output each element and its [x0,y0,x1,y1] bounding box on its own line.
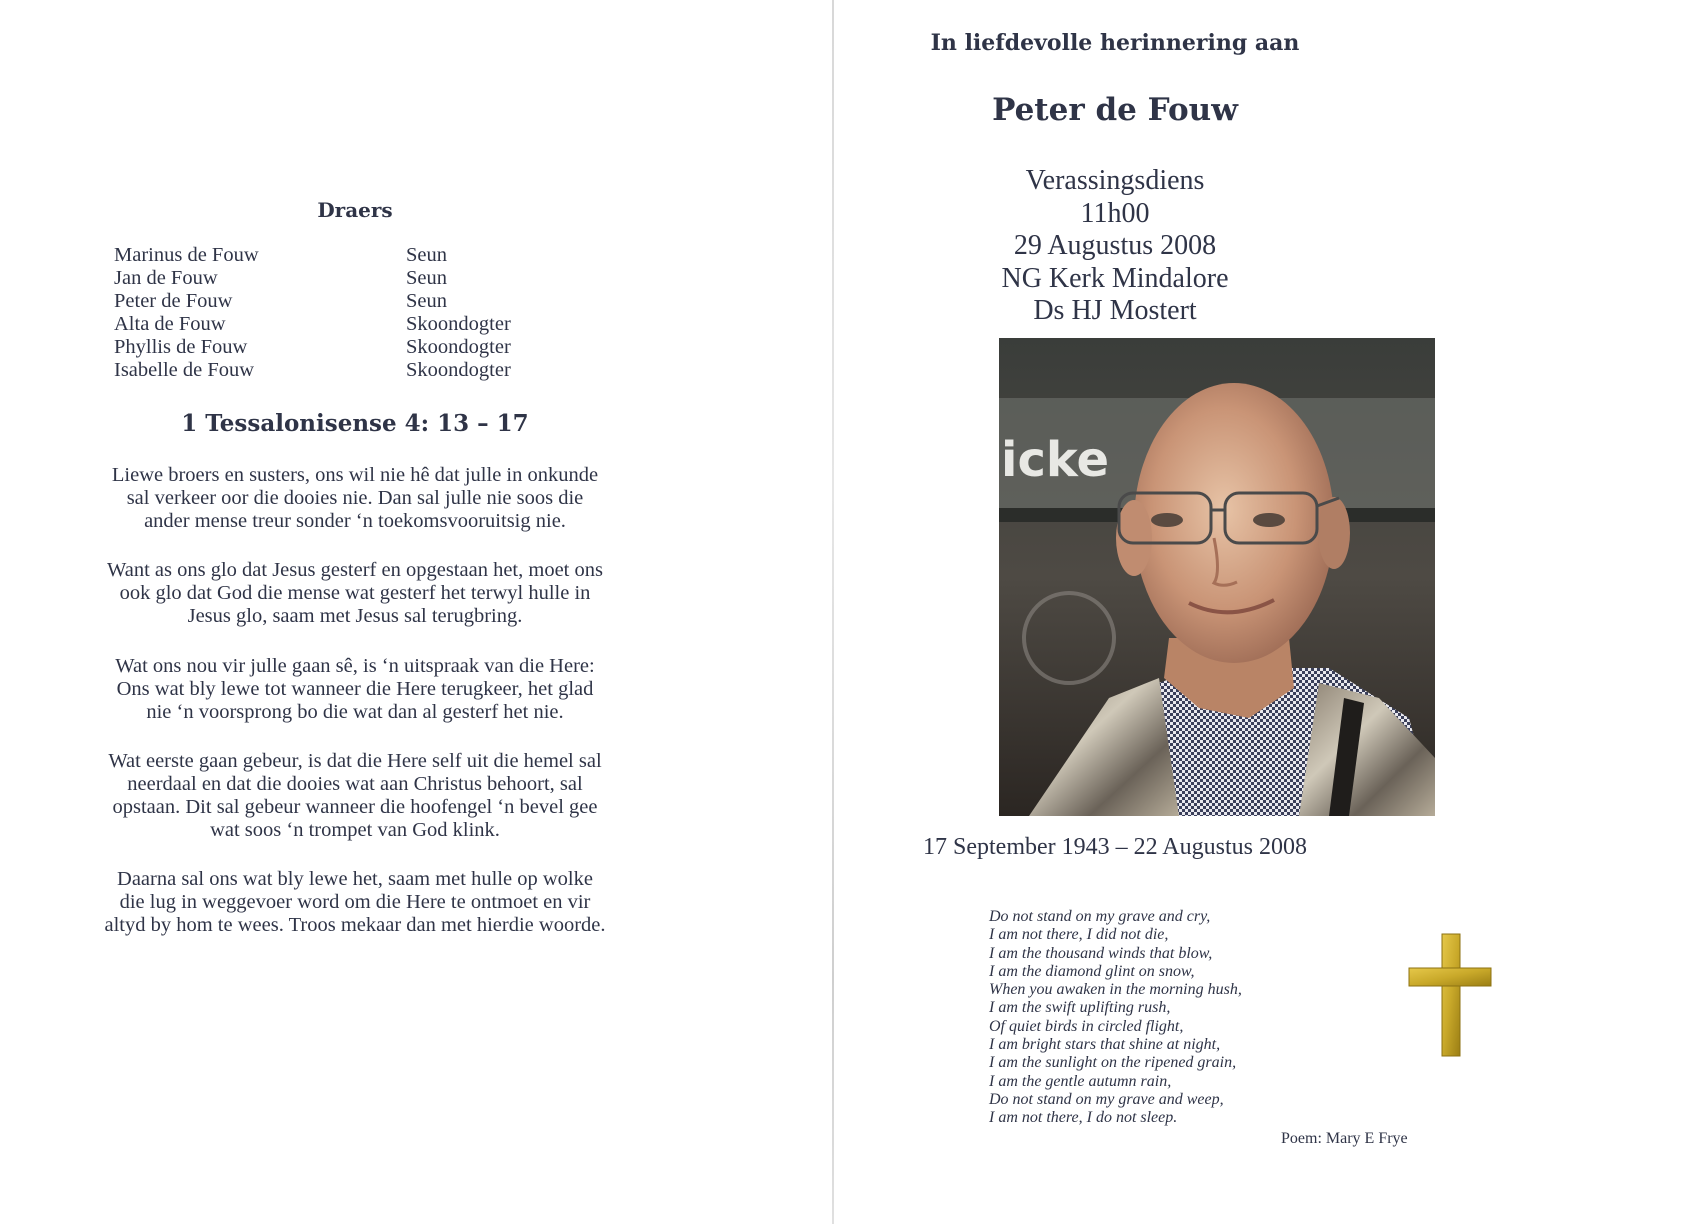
bearer-row [114,313,574,336]
portrait-photo [999,338,1435,816]
bearer-relation: Seun [406,244,447,266]
bearer-name: Isabelle de Fouw [114,359,255,381]
right-page [835,0,1708,1224]
cross-icon [1407,932,1493,1058]
bearer-row [114,336,574,359]
poem-line: I am the sunlight on the ripened grain, [989,1054,1237,1072]
service-details [835,165,1395,328]
poem-line: I am the diamond glint on snow, [989,962,1195,980]
portrait-illustration [999,338,1435,816]
bearers-heading: Draers [317,198,393,222]
poem-line: I am the thousand winds that blow, [989,944,1213,962]
poem [989,908,1389,1128]
bearer-name: Phyllis de Fouw [114,336,248,358]
poem-line: Do not stand on my grave and weep, [989,1090,1224,1108]
bearers-list [114,244,574,382]
scripture-paragraph: Wat eerste gaan gebeur, is dat die Here self uit die hemel sal neerdaal en dat die dooies wat aan Christus behoort, sal opstaan. Dit sal gebeur wanneer die hoofengel ‘n bevel gee wat soos ‘n trompet van God klink. [108,750,602,841]
poem-line: I am the gentle autumn rain, [989,1072,1172,1090]
poem-line: I am not there, I do not sleep. [989,1109,1178,1127]
bearer-relation: Seun [406,267,447,289]
service-minister: Ds HJ Mostert [1033,295,1197,326]
bearer-row [114,267,574,290]
scripture-reference: 1 Tessalonisense 4: 13 – 17 [181,410,529,437]
poem-credit: Poem: Mary E Frye [1281,1130,1408,1147]
bearer-name: Peter de Fouw [114,290,233,312]
life-dates: 17 September 1943 – 22 Augustus 2008 [923,834,1307,860]
bearer-name: Jan de Fouw [114,267,218,289]
photo-background-text: icke [1001,432,1110,488]
in-memory-heading: In liefdevolle herinnering aan [930,30,1300,56]
bearer-row [114,244,574,267]
poem-line: When you awaken in the morning hush, [989,981,1242,999]
service-type: Verassingsdiens [1025,165,1205,196]
scripture-paragraph: Liewe broers en susters, ons wil nie hê dat julle in onkunde sal verkeer oor die dooies nie. Dan sal julle nie soos die ander mense treur sonder ‘n toekomsvooruitsig nie. [111,464,599,532]
bearer-relation: Skoondogter [406,359,511,381]
bearer-row [114,290,574,313]
scripture-paragraph: Daarna sal ons wat bly lewe het, saam met hulle op wolke die lug in weggevoer word om die Here te ontmoet en vir altyd by hom te wees. Troos mekaar dan met hierdie woorde. [104,868,606,936]
left-page [0,0,833,1224]
poem-line: I am bright stars that shine at night, [989,1036,1221,1054]
bearer-row [114,359,574,382]
bearer-name: Marinus de Fouw [114,244,259,266]
service-date: 29 Augustus 2008 [1013,230,1217,261]
poem-line: I am the swift uplifting rush, [989,999,1171,1017]
deceased-name: Peter de Fouw [992,92,1238,128]
bearer-name: Alta de Fouw [114,313,226,335]
scripture-paragraph: Wat ons nou vir julle gaan sê, is ‘n uitspraak van die Here: Ons wat bly lewe tot wanneer die Here terugkeer, het glad nie ‘n voorsprong bo die wat dan al gesterf het nie. [115,655,595,723]
poem-line: Of quiet birds in circled flight, [989,1017,1184,1035]
service-time: 11h00 [1080,197,1150,229]
poem-line: I am not there, I did not die, [989,926,1169,944]
bearer-relation: Seun [406,290,447,312]
scripture-paragraph: Want as ons glo dat Jesus gesterf en opgestaan het, moet ons ook glo dat God die mense wat gesterf het terwyl hulle in Jesus glo, saam met Jesus sal terugbring. [107,559,603,627]
service-venue: NG Kerk Mindalore [1001,262,1229,294]
bearer-relation: Skoondogter [406,313,511,335]
poem-line: Do not stand on my grave and cry, [989,908,1211,925]
bearer-relation: Skoondogter [406,336,511,358]
scripture-text [104,464,606,963]
